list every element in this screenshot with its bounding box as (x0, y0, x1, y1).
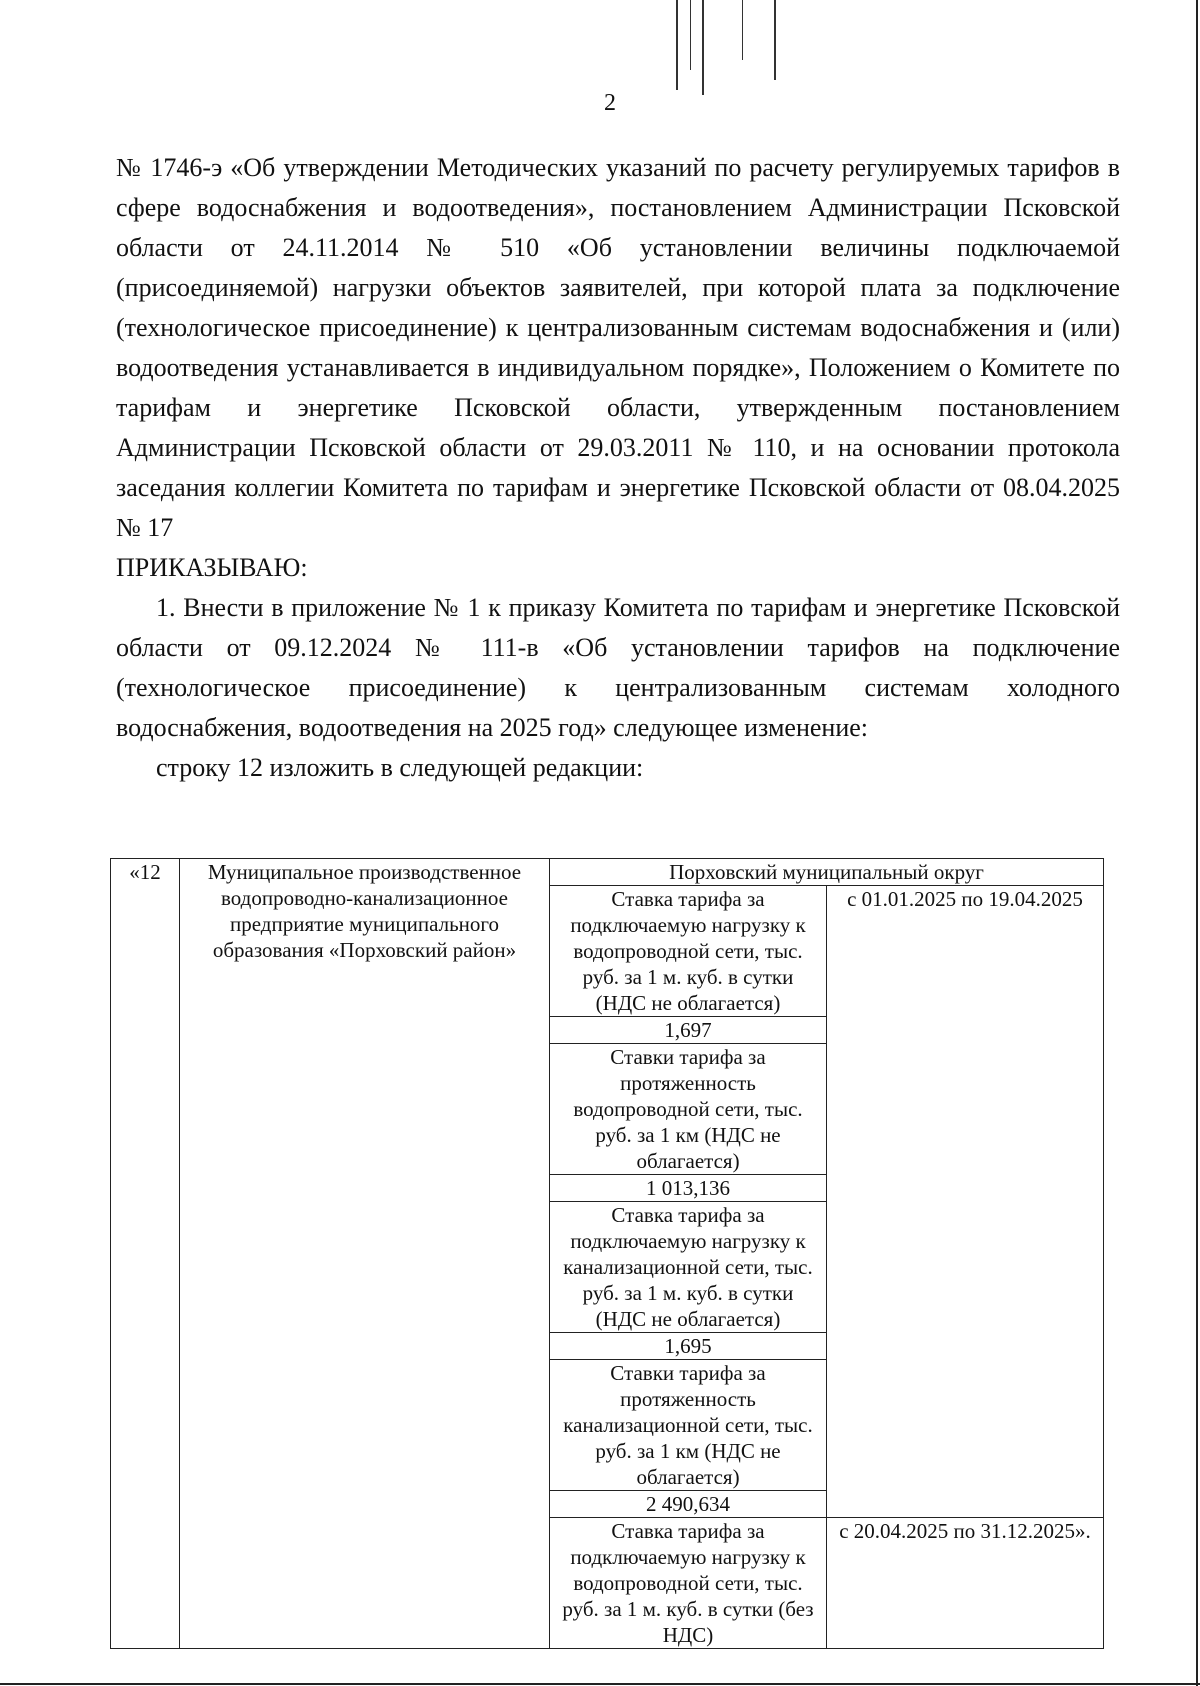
scan-frame-right (1196, 0, 1198, 1686)
rate-description-5: Ставка тарифа за подключаемую нагрузку к водопроводной сети, тыс. руб. за 1 м. куб. в сутки (без НДС) (550, 1518, 827, 1649)
rate-description-3: Ставка тарифа за подключаемую нагрузку к канализационной сети, тыс. руб. за 1 м. куб. в сутки (НДС не облагается) (550, 1202, 827, 1333)
rate-description-2: Ставки тарифа за протяженность водопроводной сети, тыс. руб. за 1 км (НДС не облагается) (550, 1044, 827, 1175)
order-word: ПРИКАЗЫВАЮ: (116, 553, 308, 582)
rate-description-1: Ставка тарифа за подключаемую нагрузку к водопроводной сети, тыс. руб. за 1 м. куб. в сутки (НДС не облагается) (550, 886, 827, 1017)
organization-cell (180, 859, 550, 1649)
rate-description-4: Ставки тарифа за протяженность канализационной сети, тыс. руб. за 1 км (НДС не облагается) (550, 1360, 827, 1491)
rate-value-4: 2 490,634 (550, 1491, 827, 1518)
scan-artifact (702, 0, 704, 95)
district-header: Порховский муниципальный округ (550, 859, 1104, 886)
scan-artifact (690, 0, 691, 70)
period-1-cell: с 01.01.2025 по 19.04.2025 (827, 886, 1104, 1518)
scan-frame-bottom (0, 1683, 1200, 1685)
period-2-cell: с 20.04.2025 по 31.12.2025». (827, 1518, 1104, 1649)
page-number: 2 (604, 90, 616, 116)
scan-artifact (676, 0, 678, 90)
clause-1: 1. Внести в приложение № 1 к приказу Комитета по тарифам и энергетике Псковской области от 09.12.2024 № 111-в «Об установлении тарифов на подключение (технологическое присоединение) к централизованным системам холодного водоснабжения, водоотведения на 2025 год» следующее изменение: (116, 593, 1120, 742)
document-body (116, 148, 1120, 788)
scan-artifact (774, 0, 776, 80)
rate-value-2: 1 013,136 (550, 1175, 827, 1202)
rate-value-3: 1,695 (550, 1333, 827, 1360)
row-number-cell: «12 (111, 859, 180, 1649)
row-intro: строку 12 изложить в следующей редакции: (156, 753, 644, 782)
scan-artifact (742, 0, 743, 60)
rate-value-1: 1,697 (550, 1017, 827, 1044)
preamble-paragraph: № 1746-э «Об утверждении Методических указаний по расчету регулируемых тарифов в сфере водоснабжения и водоотведения», постановлением Администрации Псковской области от 24.11.2014 № 510 «Об установлении величины подключаемой (присоединяемой) нагрузки объектов заявителей, при которой плата за подключение (технологическое присоединение) к централизованным системам водоснабжения и (или) водоотведения устанавливается в индивидуальном порядке», Положением о Комитете по тарифам и энергетике Псковской области, утвержденным постановлением Администрации Псковской области от 29.03.2011 № 110, и на основании протокола заседания коллегии Комитета по тарифам и энергетике Псковской области от 08.04.2025 № 17 (116, 153, 1120, 542)
organization-name: Муниципальное производственное водопроводно-канализационное предприятие муниципального образования «Порховский район» (207, 860, 522, 962)
tariff-table (110, 858, 1104, 1649)
